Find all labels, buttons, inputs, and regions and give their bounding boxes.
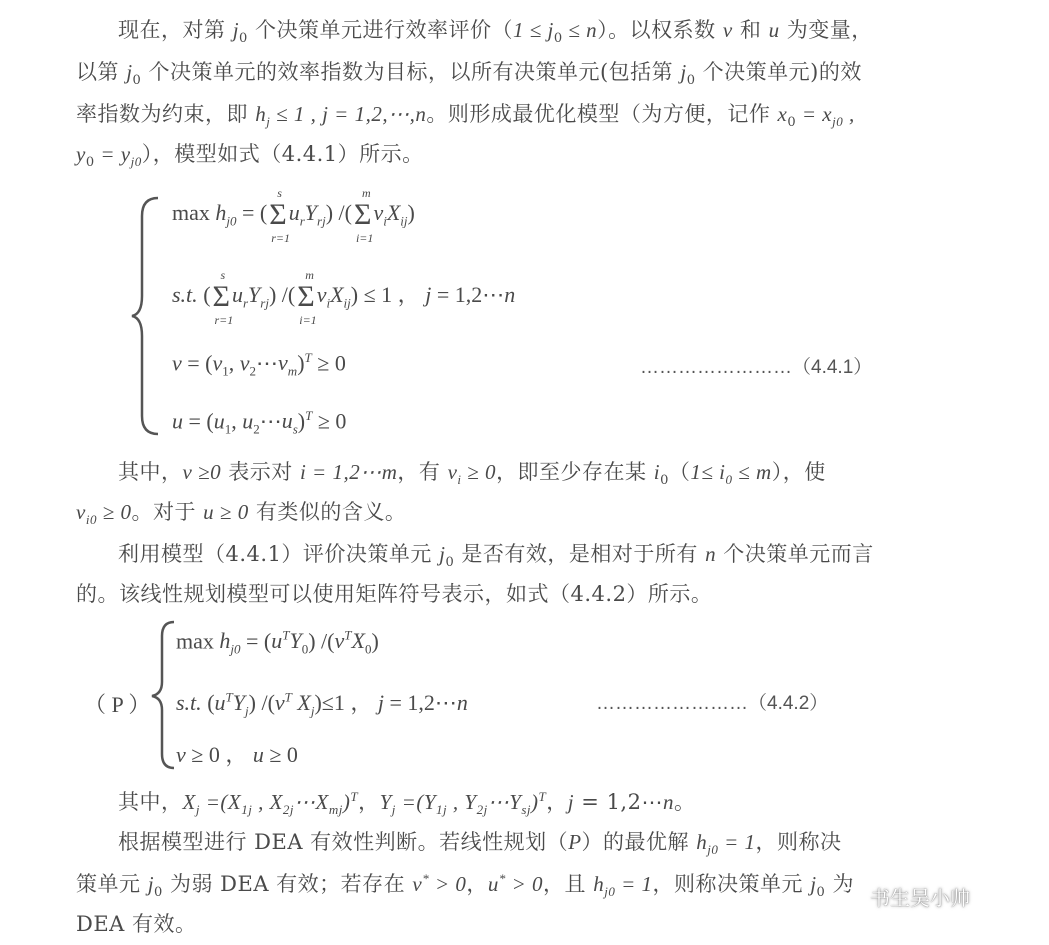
para1-line3: 率指数为约束，即 $h_j \le 1$ , j = 1,2,⋯,n。则形成最优化模型（为方便，记作 $x_0 = x_{j0}$ , bbox=[76, 102, 855, 131]
para3-line1: 利用模型（4.4.1）评价决策单元 $j_0$ 是否有效，是相对于所有 n 个决策单元而言 bbox=[118, 542, 874, 571]
model1-u-constraint: $u = (u_1$, $u_2\cdots u_s)^T \ge 0$ bbox=[172, 408, 347, 437]
model2-nonneg: v ≥ 0 ， u ≥ 0 bbox=[176, 742, 298, 767]
left-brace-model1 bbox=[128, 196, 164, 436]
model1-v-constraint: $v = (v_1$, $v_2\cdots v_m)^T \ge 0$ bbox=[172, 350, 346, 379]
para3-line2: 的。该线性规划模型可以使用矩阵符号表示，如式（4.4.2）所示。 bbox=[76, 582, 713, 606]
para1-line4: $y_0 = y_{j0}$），模型如式（4.4.1）所示。 bbox=[76, 142, 424, 171]
watermark bbox=[838, 882, 970, 913]
equation-number-442: ……………………（4.4.2） bbox=[596, 693, 829, 714]
para2-line1: 其中，v ≥0 表示对 i = 1,2⋯m，有 $v_i \ge 0$，即至少存在某 $i_0(1\le i_0 \le m)$，使 bbox=[118, 460, 826, 489]
para4-line1: 其中，$X_j =(X_{1j}$ , $X_{2j}\cdots X_{mj})^T$，$Y_j =(Y_{1j}$ , $Y_{2j}\cdots Y_{sj})^T$，j = 1,2⋯n。 bbox=[118, 789, 696, 818]
para5-line1: 根据模型进行 DEA 有效性判断。若线性规划（P）的最优解 $h_{j0} = 1$，则称决 bbox=[118, 830, 842, 858]
model2-constraint: s.t. $(u^TY_j)$ $/(v^T$ $X_j)\le 1$ ， j = 1,2⋯n bbox=[176, 689, 468, 719]
equation-number-441: ……………………（4.4.1） bbox=[640, 357, 873, 378]
model2-label: （ P ） bbox=[84, 692, 151, 717]
para1-line2: 以第 $j_0$ 个决策单元的效率指数为目标，以所有决策单元(包括第 $j_0$ 个决策单元)的效 bbox=[76, 60, 862, 89]
model2-objective: $\max h_{j0} = (u^TY_0)$ $/(v^TX_0)$ bbox=[176, 628, 379, 657]
left-brace-model2 bbox=[148, 620, 178, 770]
watermark-text: 书生吴小帅 bbox=[870, 886, 970, 910]
para1-line1: 现在，对第 $j_0$ 个决策单元进行效率评价$(1 \le j_0 \le n)$。以权系数 v 和 u 为变量， bbox=[118, 18, 873, 47]
wechat-icon bbox=[838, 886, 864, 913]
model1-constraint: s.t. (Σ s r=1 $u_rY_{rj}$) /(Σ m i=1 $v_iX_{ij}) \le 1$ ， j = 1,2⋯n bbox=[172, 268, 516, 327]
para5-line3: DEA 有效。 bbox=[76, 912, 197, 936]
para5-line2: 策单元 $j_0$ 为弱 DEA 有效；若存在 v* > 0，u* > 0，且 $h_{j0} = 1$，则称决策单元 $j_0$ 为 bbox=[76, 871, 855, 901]
para2-line2: $v_{i0} \ge 0$。对于 u ≥ 0 有类似的含义。 bbox=[76, 500, 407, 528]
model1-objective: $\max h_{j0} = (\Sigma$ s r=1 $u_rY_{rj}$) /(Σ m i=1 $v_iX_{ij}$) bbox=[172, 186, 415, 245]
